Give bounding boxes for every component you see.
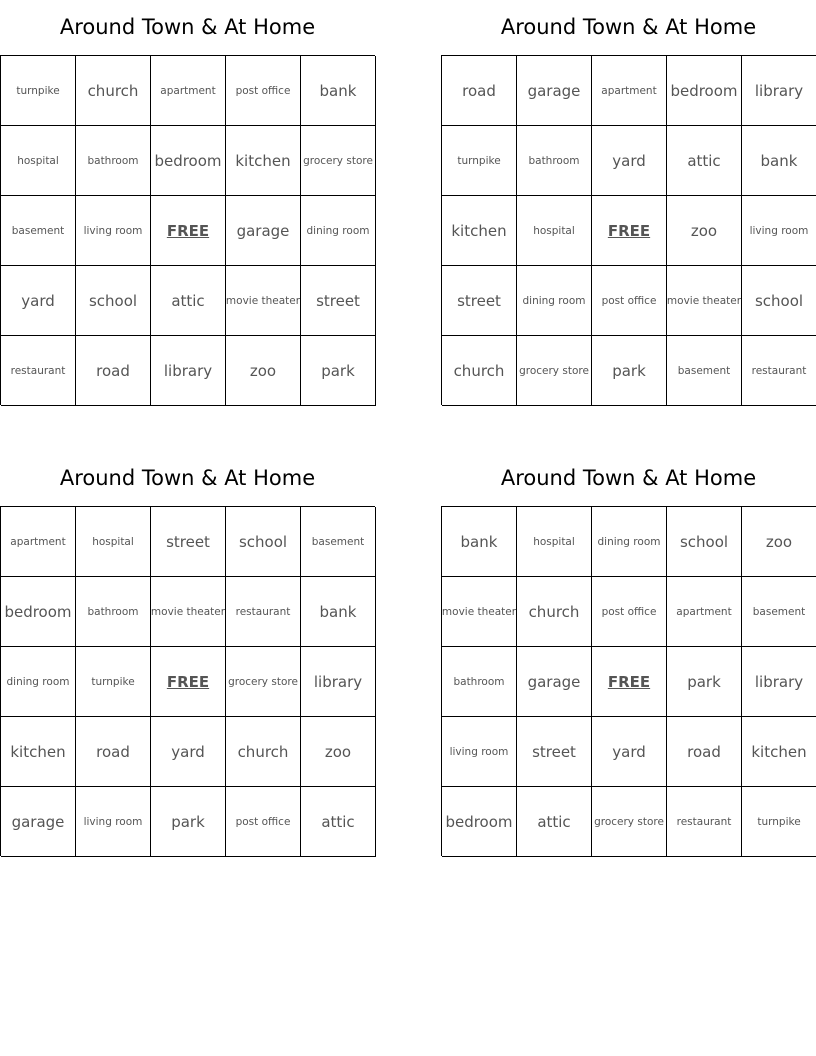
free-space: FREE (151, 196, 226, 266)
bingo-grid (0, 506, 375, 856)
bingo-cell: kitchen (1, 717, 76, 787)
card-title: Around Town & At Home (500, 466, 757, 490)
bingo-cell: garage (517, 56, 592, 126)
bingo-cell: hospital (76, 507, 151, 577)
free-space: FREE (592, 196, 667, 266)
bingo-cell: bedroom (667, 56, 742, 126)
bingo-cell: attic (151, 266, 226, 336)
bingo-cell: library (742, 647, 816, 717)
bingo-card-1 (0, 0, 375, 405)
bingo-cell: apartment (1, 507, 76, 577)
bingo-cell: bedroom (1, 577, 76, 647)
card-title: Around Town & At Home (59, 15, 316, 39)
bingo-cell: bank (442, 507, 517, 577)
bingo-cell: library (301, 647, 376, 717)
bingo-cell: kitchen (442, 196, 517, 266)
bingo-cell: attic (301, 787, 376, 857)
bingo-cell: garage (1, 787, 76, 857)
bingo-cell: attic (667, 126, 742, 196)
bingo-cell: apartment (151, 56, 226, 126)
bingo-cell: apartment (667, 577, 742, 647)
bingo-cell: apartment (592, 56, 667, 126)
bingo-cell: yard (1, 266, 76, 336)
bingo-cell: bank (742, 126, 816, 196)
bingo-cell: turnpike (442, 126, 517, 196)
bingo-cell: bank (301, 577, 376, 647)
bingo-cell: living room (76, 787, 151, 857)
bingo-cell: post office (226, 56, 301, 126)
bingo-cell: library (151, 336, 226, 406)
bingo-cell: school (76, 266, 151, 336)
bingo-grid (0, 55, 375, 405)
bingo-cell: kitchen (742, 717, 816, 787)
bingo-cell: bank (301, 56, 376, 126)
bingo-cell: school (226, 507, 301, 577)
bingo-cell: church (442, 336, 517, 406)
bingo-grid (441, 506, 816, 856)
bingo-cell: turnpike (1, 56, 76, 126)
bingo-cell: church (517, 577, 592, 647)
bingo-cell: dining room (301, 196, 376, 266)
bingo-cell: road (442, 56, 517, 126)
bingo-cell: movie theater (226, 266, 301, 336)
bingo-cell: basement (667, 336, 742, 406)
bingo-cell: movie theater (151, 577, 226, 647)
bingo-cell: grocery store (226, 647, 301, 717)
bingo-cell: basement (1, 196, 76, 266)
bingo-cell: road (76, 717, 151, 787)
bingo-cell: zoo (301, 717, 376, 787)
bingo-cell: yard (151, 717, 226, 787)
bingo-cell: bedroom (151, 126, 226, 196)
bingo-cell: bedroom (442, 787, 517, 857)
bingo-cell: church (226, 717, 301, 787)
card-title: Around Town & At Home (59, 466, 316, 490)
free-space: FREE (592, 647, 667, 717)
bingo-card-3 (0, 451, 375, 856)
bingo-cell: dining room (592, 507, 667, 577)
bingo-cell: kitchen (226, 126, 301, 196)
bingo-cell: living room (742, 196, 816, 266)
bingo-grid (441, 55, 816, 405)
free-space: FREE (151, 647, 226, 717)
bingo-cell: bathroom (76, 126, 151, 196)
card-title: Around Town & At Home (500, 15, 757, 39)
bingo-cell: bathroom (517, 126, 592, 196)
bingo-cell: dining room (517, 266, 592, 336)
bingo-card-4 (441, 451, 816, 856)
bingo-cell: hospital (1, 126, 76, 196)
bingo-cell: road (667, 717, 742, 787)
bingo-cell: yard (592, 126, 667, 196)
bingo-cell: restaurant (226, 577, 301, 647)
bingo-cell: hospital (517, 507, 592, 577)
bingo-cell: post office (592, 577, 667, 647)
bingo-cell: post office (592, 266, 667, 336)
bingo-cell: park (667, 647, 742, 717)
bingo-cell: park (592, 336, 667, 406)
bingo-cell: basement (301, 507, 376, 577)
bingo-cell: street (301, 266, 376, 336)
bingo-cell: restaurant (742, 336, 816, 406)
bingo-cell: yard (592, 717, 667, 787)
bingo-cell: turnpike (742, 787, 816, 857)
bingo-cell: library (742, 56, 816, 126)
bingo-cell: grocery store (592, 787, 667, 857)
bingo-cell: basement (742, 577, 816, 647)
bingo-cell: post office (226, 787, 301, 857)
bingo-cell: dining room (1, 647, 76, 717)
bingo-cell: road (76, 336, 151, 406)
bingo-cell: school (742, 266, 816, 336)
bingo-cell: grocery store (301, 126, 376, 196)
bingo-card-2 (441, 0, 816, 405)
bingo-cell: turnpike (76, 647, 151, 717)
bingo-cell: living room (442, 717, 517, 787)
bingo-cell: garage (226, 196, 301, 266)
bingo-cell: street (517, 717, 592, 787)
bingo-cell: street (442, 266, 517, 336)
bingo-cell: church (76, 56, 151, 126)
bingo-cell: street (151, 507, 226, 577)
bingo-cell: hospital (517, 196, 592, 266)
bingo-cell: attic (517, 787, 592, 857)
bingo-cell: movie theater (667, 266, 742, 336)
bingo-cell: garage (517, 647, 592, 717)
bingo-cell: restaurant (667, 787, 742, 857)
bingo-cell: bathroom (76, 577, 151, 647)
bingo-cell: bathroom (442, 647, 517, 717)
bingo-cell: park (151, 787, 226, 857)
bingo-cell: living room (76, 196, 151, 266)
bingo-cell: park (301, 336, 376, 406)
bingo-cell: zoo (742, 507, 816, 577)
bingo-cell: grocery store (517, 336, 592, 406)
bingo-cell: restaurant (1, 336, 76, 406)
bingo-cell: zoo (226, 336, 301, 406)
bingo-cell: school (667, 507, 742, 577)
bingo-cell: movie theater (442, 577, 517, 647)
bingo-cell: zoo (667, 196, 742, 266)
